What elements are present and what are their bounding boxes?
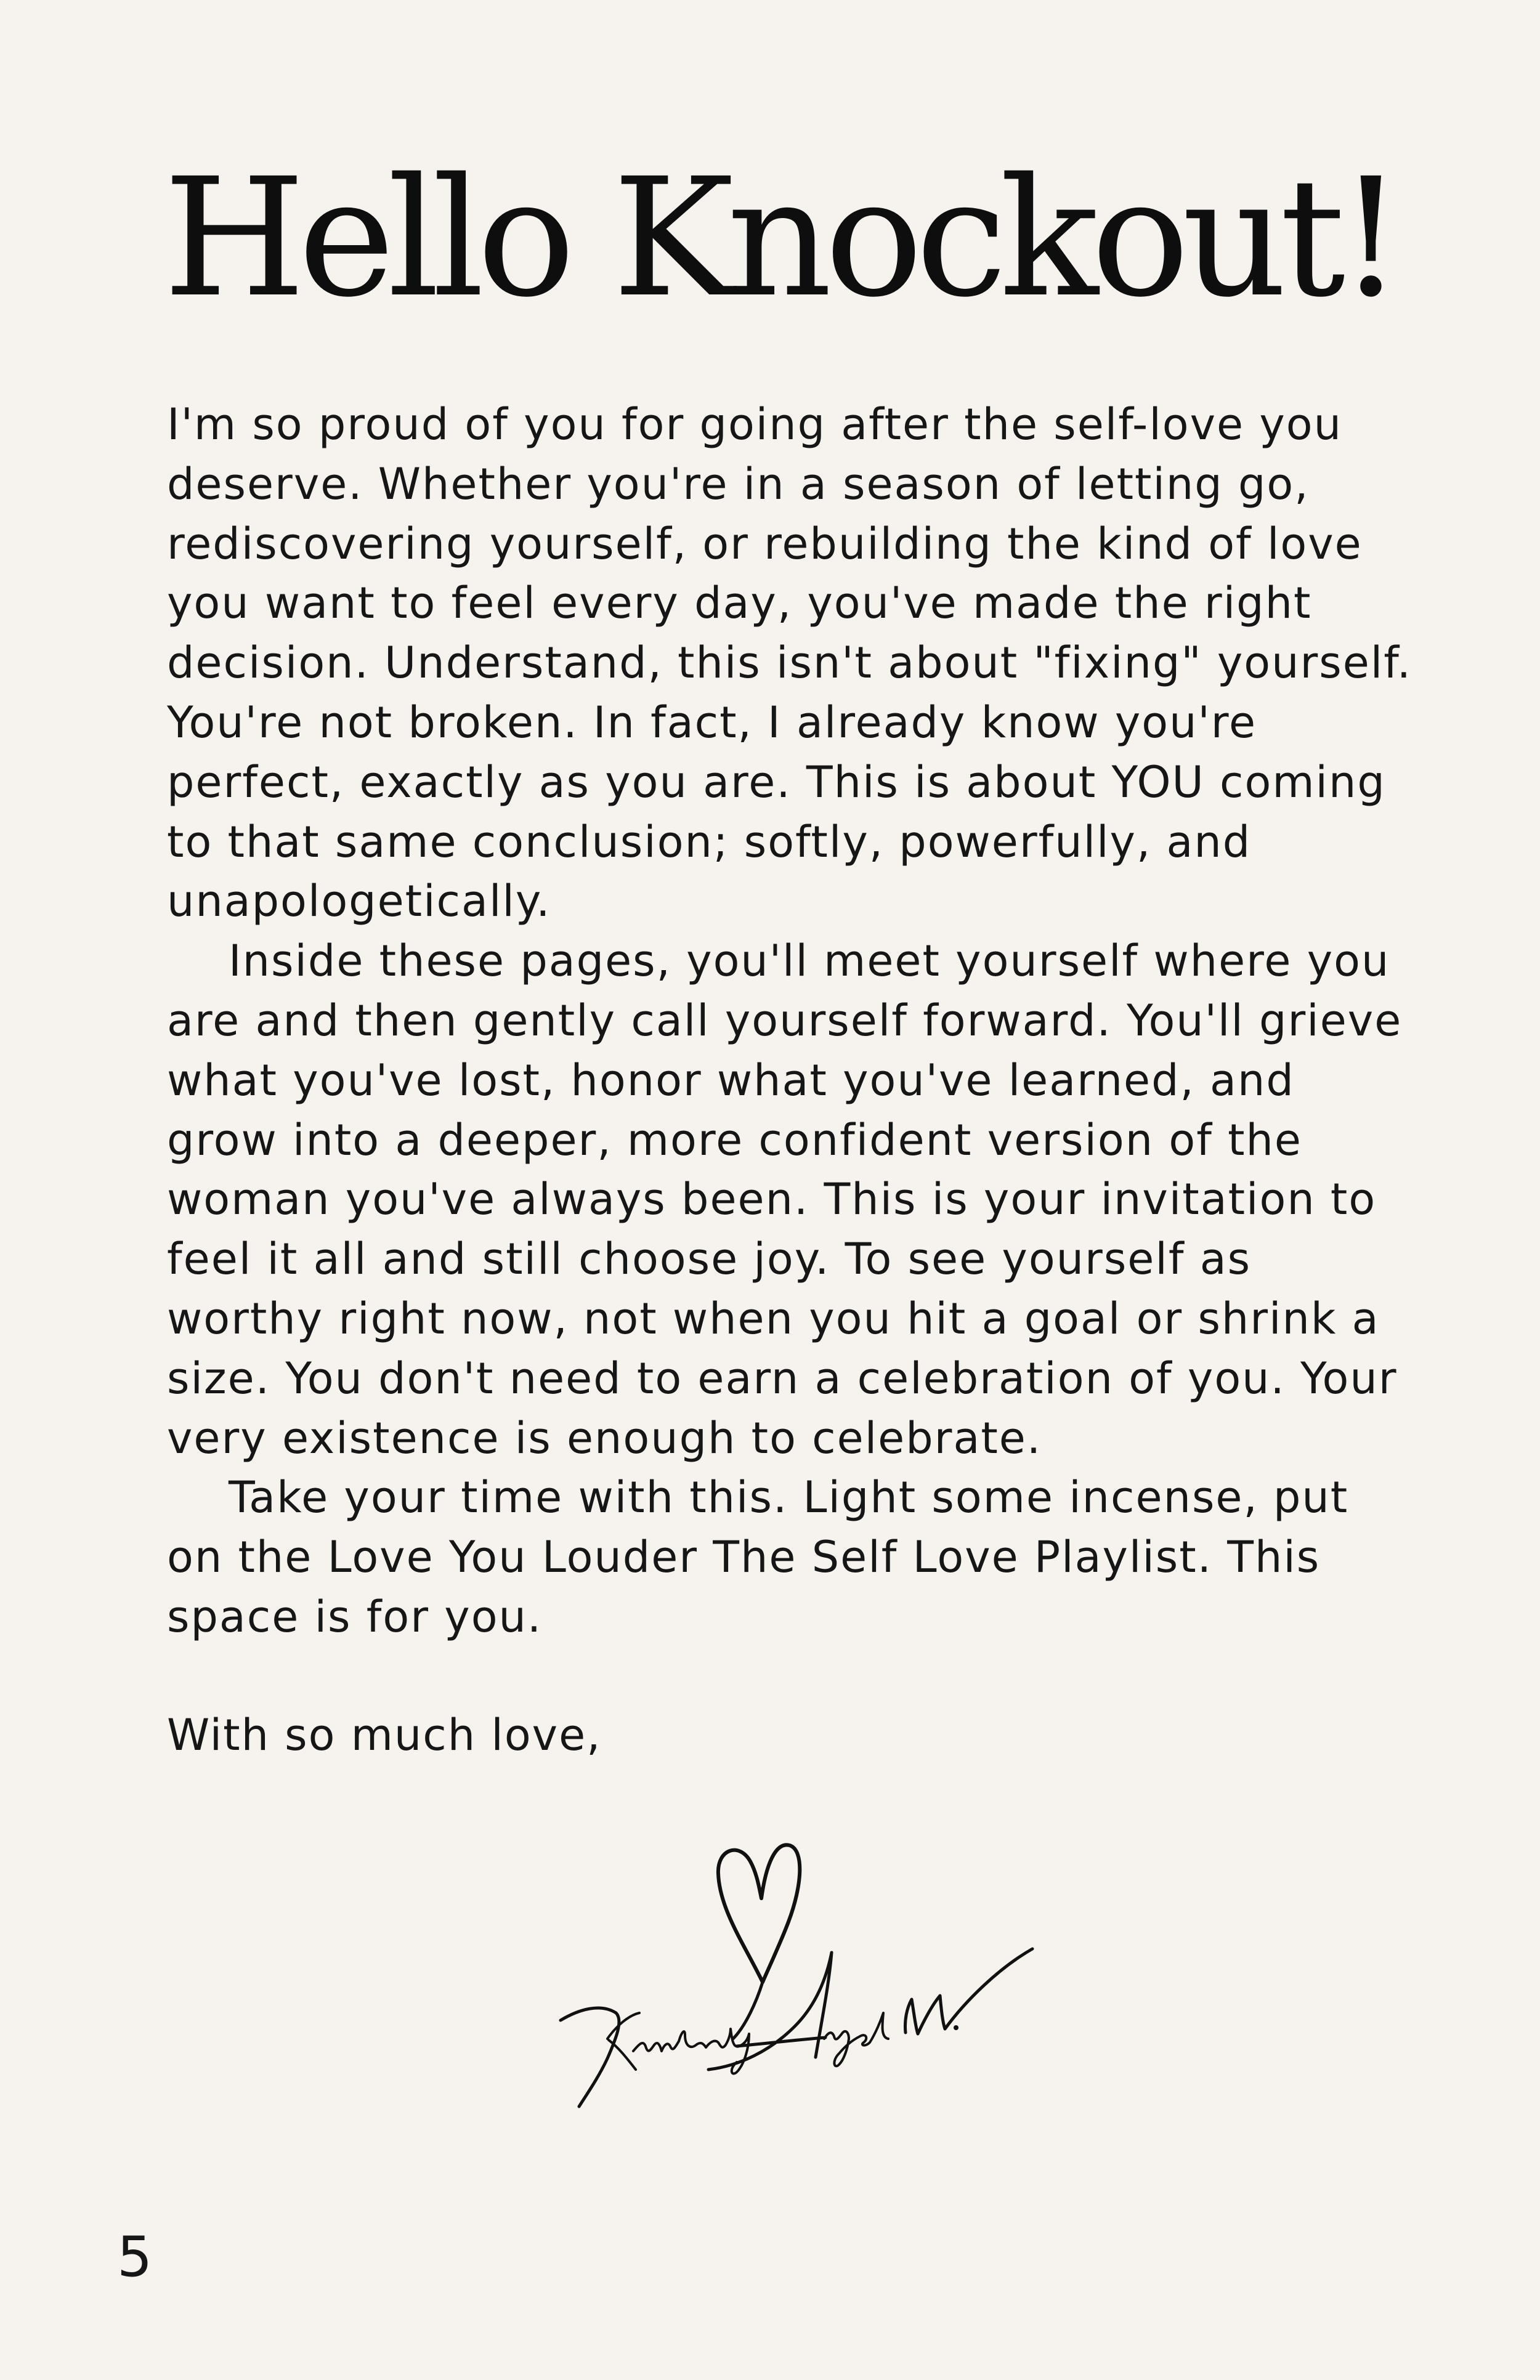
body-line: decision. Understand, this isn't about "fixing" yourself. [167, 638, 1412, 689]
body-line: grow into a deeper, more confident version of the [167, 1114, 1302, 1165]
body-line: very existence is enough to celebrate. [167, 1412, 1042, 1463]
body-line: on the Love You Louder The Self Love Playlist. This [167, 1532, 1321, 1583]
body-line: woman you've always been. This is your invitation to [167, 1174, 1377, 1225]
body-line: size. You don't need to earn a celebration of you. Your [167, 1353, 1398, 1404]
body-line: perfect, exactly as you are. This is about YOU coming [167, 756, 1386, 808]
body-line: what you've lost, honor what you've learned, and [167, 1054, 1295, 1106]
body-line: You're not broken. In fact, I already know you're [167, 697, 1257, 748]
body-line: to that same conclusion; softly, powerfully, and [167, 816, 1252, 867]
letter-body [167, 395, 1430, 1647]
body-line: deserve. Whether you're in a season of letting go, [167, 458, 1310, 509]
page-title: Hello Knockout! [163, 144, 1396, 333]
body-line: space is for you. [167, 1591, 543, 1642]
body-line: Inside these pages, you'll meet yourself where you [229, 936, 1390, 987]
page-number: 5 [117, 2225, 153, 2289]
closing-line: With so much love, [167, 1710, 602, 1760]
body-line: I'm so proud of you for going after the self-love you [167, 399, 1342, 450]
body-line: rediscovering yourself, or rebuilding the kind of love [167, 518, 1363, 569]
body-line: Take your time with this. Light some incense, put [229, 1472, 1349, 1523]
heart-icon [718, 1845, 800, 1982]
signature [524, 1817, 1047, 2113]
body-line: unapologetically. [167, 876, 551, 927]
body-line: feel it all and still choose joy. To see yourself as [167, 1234, 1252, 1285]
body-line: are and then gently call yourself forward. You'll grieve [167, 995, 1403, 1046]
body-line: you want to feel every day, you've made the right [167, 578, 1312, 629]
body-line: worthy right now, not when you hit a goal or shrink a [167, 1293, 1380, 1344]
